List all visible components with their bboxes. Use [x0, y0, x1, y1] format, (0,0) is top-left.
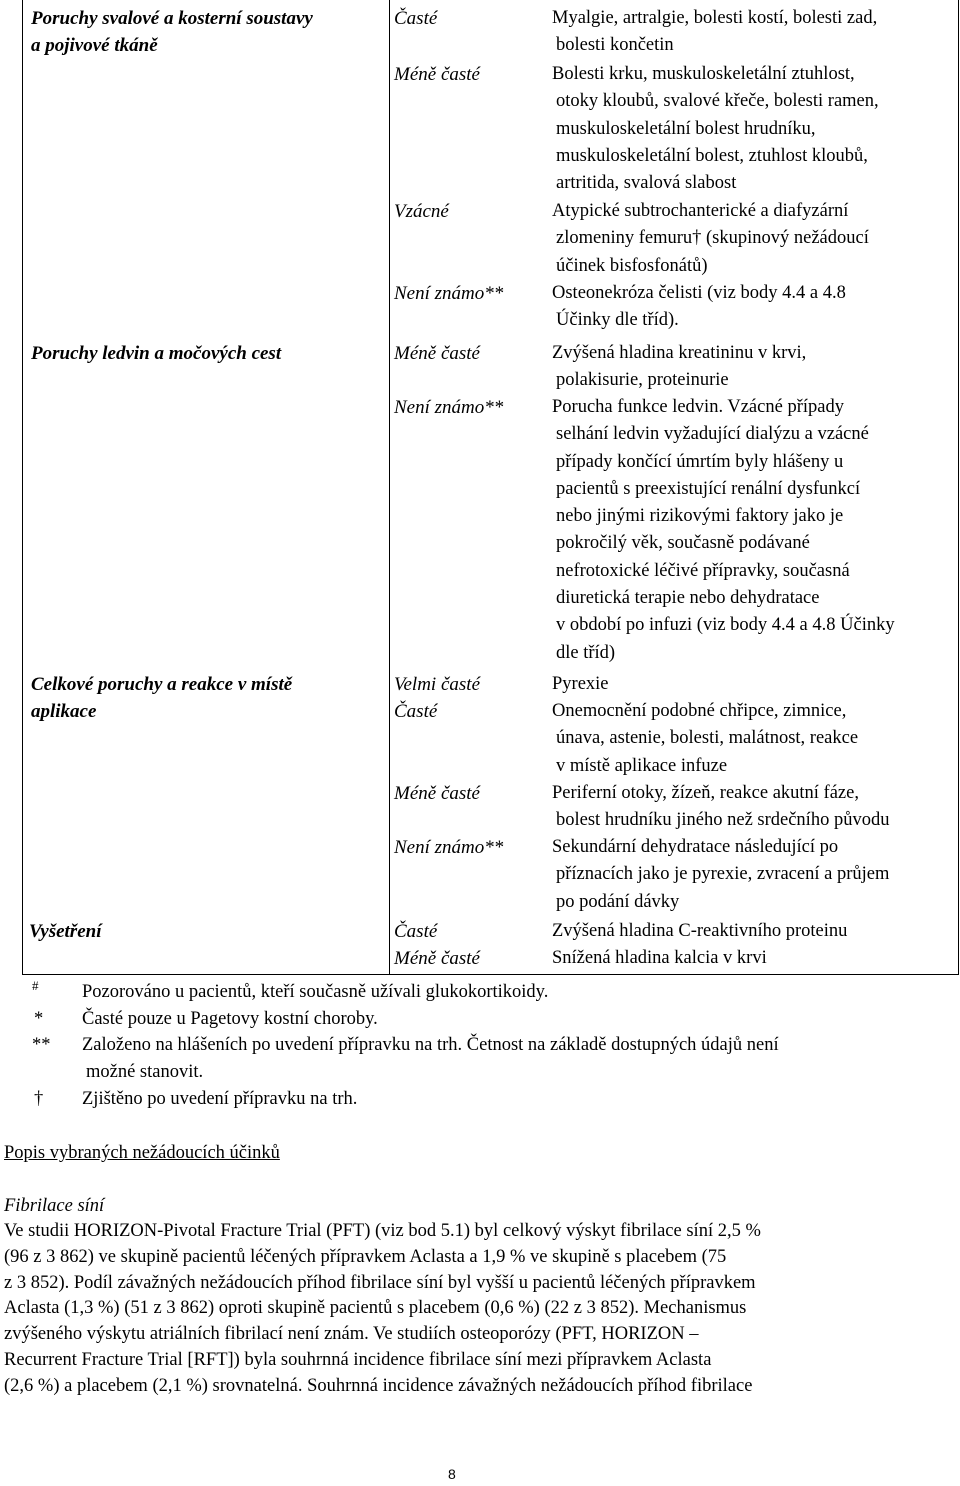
organ-class-musculoskeletal	[31, 5, 381, 59]
effect-line: bolest hrudníku jiného než srdečního původu	[556, 810, 890, 831]
effect-text	[552, 698, 957, 780]
footnote-line: Časté pouze u Pagetovy kostní choroby.	[82, 1009, 378, 1029]
frequency-label: Méně časté	[394, 64, 480, 85]
effect-text	[552, 280, 957, 335]
effect-text	[552, 5, 957, 60]
effect-line: Snížená hladina kalcia v krvi	[552, 948, 767, 968]
effect-text	[552, 61, 957, 197]
footnote-line: Založeno na hlášeních po uvedení přípravku na trh. Četnost na základě dostupných údajů není	[82, 1035, 779, 1055]
paragraph-line: (2,6 %) a placebem (2,1 %) srovnatelná. Souhrnná incidence závažných nežádoucích příhod fibrilace	[4, 1375, 753, 1396]
paragraph-line: z 3 852). Podíl závažných nežádoucích příhod fibrilace síní byl vyšší u pacientů léčených přípravkem	[4, 1272, 756, 1293]
section-title: Popis vybraných nežádoucích účinků	[4, 1143, 280, 1163]
effect-line: Periferní otoky, žízeň, reakce akutní fáze,	[552, 783, 859, 803]
effect-text	[552, 918, 957, 945]
effect-line: Bolesti krku, muskuloskeletální ztuhlost,	[552, 64, 855, 84]
effect-line: dle tříd)	[556, 642, 616, 663]
effect-line: únava, astenie, bolesti, malátnost, reakce	[556, 728, 859, 749]
organ-line: Vyšetření	[29, 921, 102, 942]
effect-line: Pyrexie	[552, 674, 609, 694]
footnote-line: Zjištěno po uvedení přípravku na trh.	[82, 1089, 358, 1109]
effect-line: Sekundární dehydratace následující po	[552, 837, 839, 857]
footnote-text	[82, 1086, 942, 1113]
effect-line: diuretická terapie nebo dehydratace	[556, 588, 820, 609]
footnote-symbol: *	[34, 1009, 44, 1029]
effect-line: polakisurie, proteinurie	[556, 370, 729, 391]
frequency-label: Velmi časté	[394, 674, 481, 695]
effect-line: Atypické subtrochanterické a diafyzární	[552, 201, 849, 221]
footnote-line: možné stanovit.	[86, 1061, 204, 1082]
frequency-label: Méně časté	[394, 948, 480, 969]
effect-line: v místě aplikace infuze	[556, 755, 728, 776]
effect-line: účinek bisfosfonátů)	[556, 255, 708, 276]
effect-text	[552, 671, 957, 698]
organ-class-renal	[31, 340, 381, 367]
effect-line: muskuloskeletální bolest hrudníku,	[556, 118, 816, 139]
footnote-symbol: #	[32, 978, 39, 993]
effect-text	[552, 340, 957, 395]
effect-text	[552, 945, 957, 972]
effect-line: selhání ledvin vyžadující dialýzu a vzácné	[556, 424, 869, 445]
adverse-effects-table	[22, 0, 959, 975]
effect-line: případy končící úmrtím byly hlášeny u	[556, 451, 844, 472]
frequency-label: Méně časté	[394, 343, 480, 364]
effect-line: artritida, svalová slabost	[556, 173, 737, 194]
footnote-text	[82, 1006, 942, 1033]
organ-line: Poruchy svalové a kosterní soustavy	[31, 8, 313, 29]
effect-line: otoky kloubů, svalové křeče, bolesti ramen,	[556, 91, 879, 112]
frequency-label: Není známo**	[394, 397, 504, 418]
effect-line: pacientů s preexistující renální dysfunkcí	[556, 478, 861, 499]
page-number: 8	[448, 1466, 456, 1482]
paragraph-line: Recurrent Fracture Trial [RFT]) byla souhrnná incidence fibrilace síní mezi přípravkem Aclasta	[4, 1349, 712, 1370]
paragraph-line: Ve studii HORIZON-Pivotal Fracture Trial (PFT) (viz bod 5.1) byl celkový výskyt fibrilace síní 2,5 %	[4, 1221, 761, 1241]
effect-line: muskuloskeletální bolest, ztuhlost kloubů,	[556, 145, 868, 166]
effect-line: zlomeniny femuru† (skupinový nežádoucí	[556, 228, 869, 249]
effect-text	[552, 394, 957, 667]
organ-line: aplikace	[31, 701, 97, 722]
paragraph-line: zvýšeného výskytu atriálních fibrilací není znám. Ve studiích osteoporózy (PFT, HORIZON –	[4, 1324, 699, 1345]
column-divider	[389, 0, 390, 975]
subsection-title: Fibrilace síní	[4, 1196, 105, 1216]
frequency-label: Časté	[394, 921, 438, 942]
organ-class-investigations	[29, 918, 379, 945]
body-paragraph	[4, 1219, 944, 1400]
frequency-label: Méně časté	[394, 783, 480, 804]
footnote-text	[82, 1032, 942, 1085]
effect-line: Účinky dle tříd).	[556, 310, 679, 331]
effect-line: Onemocnění podobné chřipce, zimnice,	[552, 701, 847, 721]
effect-text	[552, 780, 957, 835]
effect-line: nebo jinými rizikovými faktory jako je	[556, 506, 844, 527]
footnote-text	[82, 979, 942, 1006]
effect-line: Myalgie, artralgie, bolesti kostí, bolesti zad,	[552, 8, 878, 28]
effect-line: pokročilý věk, současně podávané	[556, 533, 810, 554]
frequency-label: Není známo**	[394, 837, 504, 858]
paragraph-line: (96 z 3 862) ve skupině pacientů léčených přípravkem Aclasta a 1,9 % ve skupině s placebem (75	[4, 1246, 727, 1267]
paragraph-line: Aclasta (1,3 %) (51 z 3 862) oproti skupině pacientů s placebem (0,6 %) (22 z 3 852). Mechanismus	[4, 1298, 747, 1319]
effect-line: v období po infuzi (viz body 4.4 a 4.8 Účinky	[556, 615, 895, 636]
frequency-label: Časté	[394, 701, 438, 722]
effect-line: Porucha funkce ledvin. Vzácné případy	[552, 397, 844, 417]
organ-line: a pojivové tkáně	[31, 35, 158, 56]
footnote-line: Pozorováno u pacientů, kteří současně užívali glukokortikoidy.	[82, 982, 549, 1002]
frequency-label: Není známo**	[394, 283, 504, 304]
organ-line: Celkové poruchy a reakce v místě	[31, 674, 293, 695]
organ-line: Poruchy ledvin a močových cest	[31, 343, 282, 364]
effect-line: po podání dávky	[556, 891, 680, 912]
frequency-label: Časté	[394, 8, 438, 29]
organ-class-general	[31, 671, 381, 725]
frequency-label: Vzácné	[394, 201, 449, 222]
effect-line: bolesti končetin	[556, 35, 674, 56]
effect-line: nefrotoxické léčivé přípravky, současná	[556, 560, 850, 581]
effect-text	[552, 198, 957, 280]
footnote-symbol: **	[32, 1035, 51, 1055]
effect-line: Osteonekróza čelisti (viz body 4.4 a 4.8	[552, 283, 846, 303]
footnote-symbol: †	[34, 1089, 44, 1109]
effect-line: příznacích jako je pyrexie, zvracení a průjem	[556, 864, 890, 885]
effect-text	[552, 834, 957, 916]
effect-line: Zvýšená hladina C-reaktivního proteinu	[552, 921, 848, 941]
effect-line: Zvýšená hladina kreatininu v krvi,	[552, 343, 807, 363]
